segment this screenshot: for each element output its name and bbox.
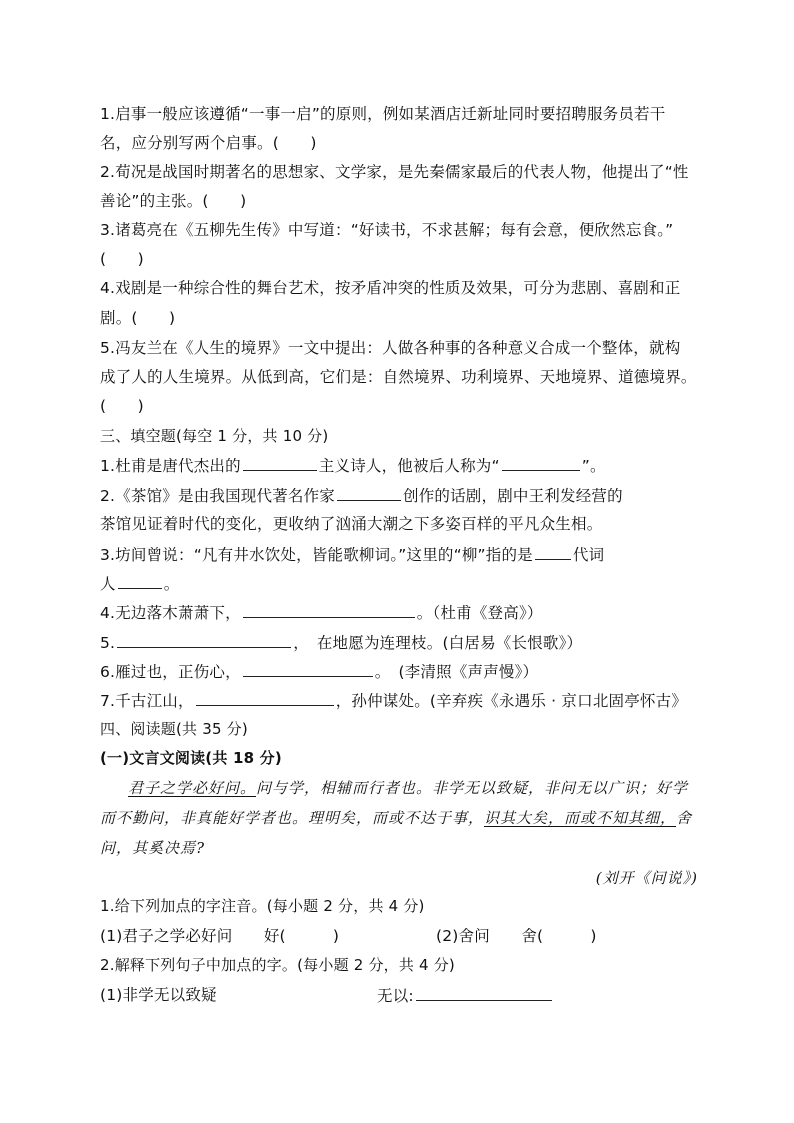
fill-q2-text-b: 创作的话剧，剧中王利发经营的 (403, 487, 623, 505)
fill-q4-blank[interactable] (243, 602, 415, 618)
passage-line2-a: 而不勤问，非真能好学者也。理明矣，而或不达于事， (100, 809, 485, 827)
fill-q1-text-c: ”。 (581, 457, 606, 475)
reading-q2-item1-label: 无以: (377, 987, 414, 1005)
fill-q5-blank[interactable] (117, 632, 291, 648)
fill-q3-line1 (100, 544, 604, 565)
fill-q3-line2 (100, 573, 179, 594)
fill-q2-text-a: 2.《茶馆》是由我国现代著名作家 (100, 487, 335, 505)
judge-q1-line2: 名，应分别写两个启事。( ) (100, 134, 317, 152)
reading-q1-item2: (2)舍问 舍( ) (436, 927, 597, 945)
reading-q2-item1: (1)非学无以致疑 (100, 986, 217, 1004)
passage-underlined-1: 君子之学必好问。 (128, 779, 257, 797)
passage-underlined-2: 识其大矣，而或不知其细， (484, 809, 677, 827)
fill-q6-blank[interactable] (243, 661, 373, 677)
fill-q3-blank-a[interactable] (535, 544, 571, 560)
judge-q4-line1: 4.戏剧是一种综合性的舞台艺术，按矛盾冲突的性质及效果，可分为悲剧、喜剧和正 (100, 279, 681, 297)
fill-q7 (100, 690, 687, 711)
judge-q5-line2: 成了人的人生境界。从低到高，它们是：自然境界、功利境界、天地境界、道德境界。 (100, 368, 697, 386)
reading-q1-item1: (1)君子之学必好问 好( ) (100, 927, 340, 945)
fill-q6-text-b: 。 (李清照《声声慢》） (374, 663, 539, 681)
fill-section-header: 三、填空题(每空 1 分，共 10 分) (100, 427, 329, 445)
fill-q5 (100, 632, 582, 653)
judge-q2-line2: 善论”的主张。( ) (100, 192, 247, 210)
judge-q5-line1: 5.冯友兰在《人生的境界》一文中提出：人做各种事的各种意义合成一个整体，就构 (100, 339, 681, 357)
fill-q4-text-b: 。（杜甫《登高》） (416, 604, 543, 622)
reading-q2: 2.解释下列句子中加点的字。(每小题 2 分，共 4 分) (100, 956, 455, 974)
fill-q7-text-a: 7.千古江山， (100, 692, 194, 710)
judge-q3-line2: ( ) (100, 250, 144, 268)
fill-q3-text-a: 3.坊间曾说：“凡有井水饮处，皆能歌柳词。”这里的“柳”指的是 (100, 546, 533, 564)
fill-q3-blank-b[interactable] (118, 573, 162, 589)
fill-q1-text-b: 主义诗人，他被后人称为“ (318, 457, 500, 475)
fill-q4-text-a: 4.无边落木萧萧下， (100, 604, 241, 622)
fill-q6-text-a: 6.雁过也，正伤心， (100, 663, 241, 681)
fill-q3-text-c: 人 (100, 575, 116, 593)
judge-q1-line1: 1.启事一般应该遵循“一事一启”的原则，例如某酒店迁新址同时要招聘服务员若干 (100, 105, 666, 123)
passage-line3: 问，其奚决焉? (100, 839, 206, 857)
judge-q2-line1: 2.荀况是战国时期著名的思想家、文学家，是先秦儒家最后的代表人物，他提出了“性 (100, 163, 689, 181)
fill-q6 (100, 661, 538, 682)
passage-source: (刘开《问说》) (595, 869, 698, 887)
fill-q7-text-b: ，孙仲谋处。(辛弃疾《永遇乐 · 京口北固亭怀古》 (335, 692, 688, 710)
reading-q2-item1-answer (377, 985, 554, 1006)
judge-q5-line3: ( ) (100, 397, 144, 415)
fill-q3-text-b: 代词 (572, 546, 605, 564)
fill-q3-text-d: 。 (163, 575, 180, 593)
fill-q1-blank-a[interactable] (243, 455, 317, 471)
classical-reading-header: (一)文言文阅读(共 18 分) (100, 749, 282, 767)
fill-q4 (100, 602, 543, 623)
judge-q4-line2: 剧。( ) (100, 309, 176, 327)
passage-line2 (100, 808, 692, 828)
fill-q2-line2: 茶馆见证着时代的变化，更收纳了汹涌大潮之下多姿百样的平凡众生相。 (100, 515, 603, 533)
fill-q7-blank[interactable] (196, 690, 334, 706)
fill-q5-text-b: ， 在地愿为连理枝。(白居易《长恨歌》） (293, 634, 583, 652)
fill-q1 (100, 455, 606, 476)
fill-q1-blank-b[interactable] (502, 455, 580, 471)
passage-line1 (128, 778, 688, 798)
fill-q1-text-a: 1.杜甫是唐代杰出的 (100, 457, 241, 475)
fill-q5-text-a: 5. (100, 634, 116, 652)
fill-q2-blank[interactable] (337, 485, 401, 501)
reading-section-header: 四、阅读题(共 35 分) (100, 720, 248, 738)
passage-line2-end: 舍 (676, 809, 693, 827)
fill-q2-line1 (100, 485, 623, 506)
reading-q1: 1.给下列加点的字注音。(每小题 2 分，共 4 分) (100, 897, 425, 915)
reading-q2-item1-blank[interactable] (416, 985, 552, 1001)
passage-line1-rest: 问与学，相辅而行者也。非学无以致疑，非问无以广识；好学 (256, 779, 689, 797)
judge-q3-line1: 3.诸葛亮在《五柳先生传》中写道：“好读书，不求甚解；每有会意，便欣然忘食。” (100, 221, 674, 239)
